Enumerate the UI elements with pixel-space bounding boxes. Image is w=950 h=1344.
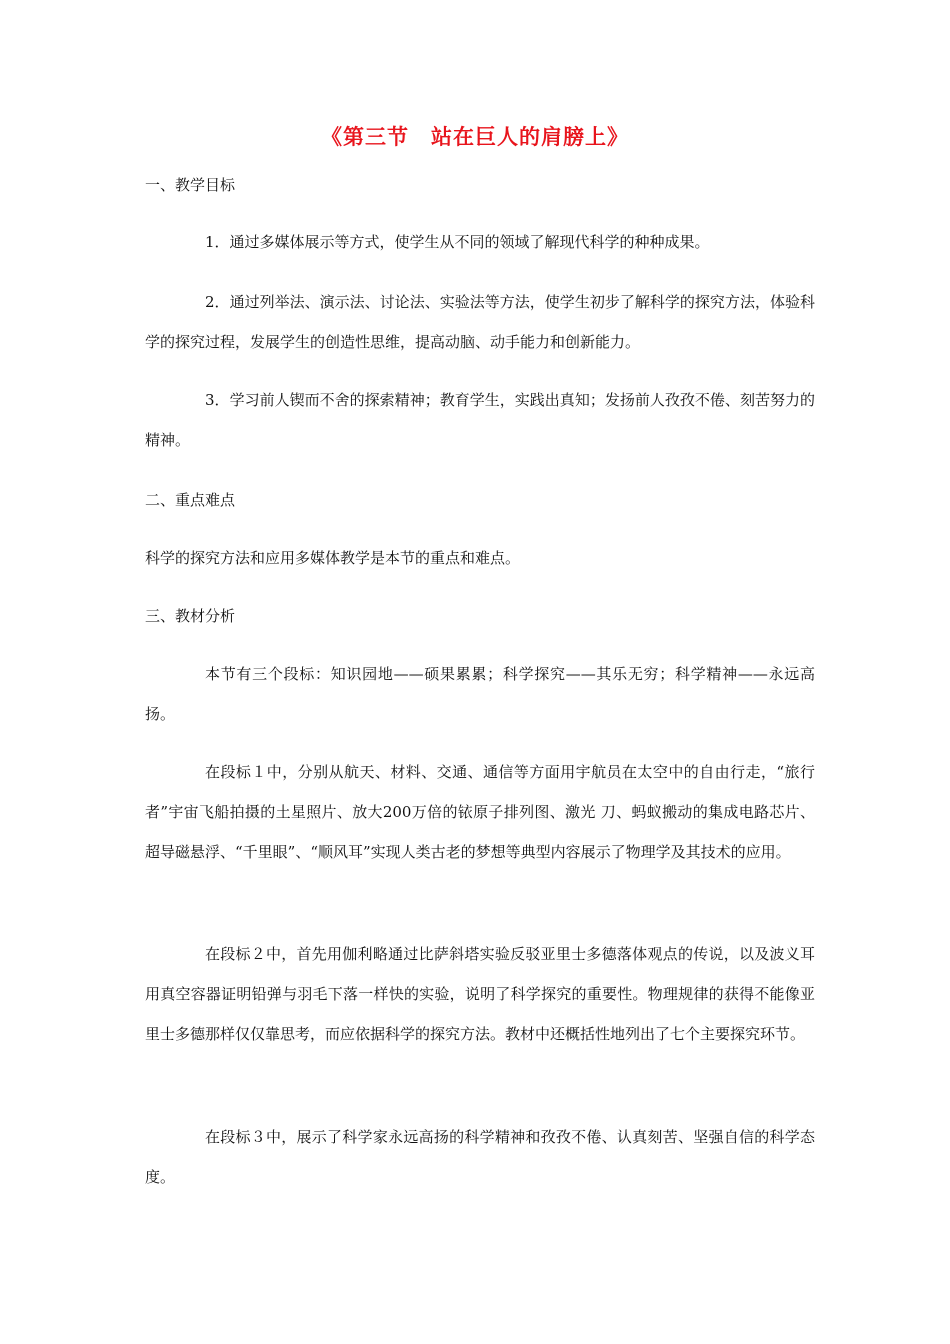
- section-heading-material-analysis: 三、教材分析: [145, 607, 236, 625]
- analysis-paragraph-1: 本节有三个段标：知识园地——硕果累累；科学探究——其乐无穷；科学精神——永远高扬。: [145, 665, 815, 723]
- section-heading-key-points: 二、重点难点: [145, 491, 236, 509]
- analysis-paragraph-2: 在段标１中，分别从航天、材料、交通、通信等方面用宇航员在太空中的自由行走，“旅行者”宇宙飞船拍摄的土星照片、放大200万倍的铱原子排列图、激光 刀、蚂蚁搬动的集成电路芯片、超导磁悬浮、“千里眼”、“顺风耳”实现人类古老的梦想等典型内容展示了物理学及其技术的应用。: [145, 763, 815, 861]
- goal-paragraph-2: 2．通过列举法、演示法、讨论法、实验法等方法，使学生初步了解科学的探究方法，体验科学的探究过程，发展学生的创造性思维，提高动脑、动手能力和创新能力。: [145, 293, 815, 351]
- key-points-paragraph: 科学的探究方法和应用多媒体教学是本节的重点和难点。: [145, 549, 521, 567]
- goal-paragraph-3: 3．学习前人锲而不舍的探索精神；教育学生，实践出真知；发扬前人孜孜不倦、刻苦努力的精神。: [145, 391, 815, 449]
- section-heading-teaching-goals: 一、教学目标: [145, 176, 236, 194]
- document-title: 《第三节 站在巨人的肩膀上》: [321, 124, 629, 149]
- analysis-paragraph-3: 在段标２中，首先用伽利略通过比萨斜塔实验反驳亚里士多德落体观点的传说，以及波义耳用真空容器证明铅弹与羽毛下落一样快的实验，说明了科学探究的重要性。物理规律的获得不能像亚里士多德那样仅仅靠思考，而应依据科学的探究方法。教材中还概括性地列出了七个主要探究环节。: [145, 945, 815, 1043]
- analysis-paragraph-4: 在段标３中，展示了科学家永远高扬的科学精神和孜孜不倦、认真刻苦、坚强自信的科学态度。: [145, 1128, 815, 1186]
- goal-paragraph-1: 1．通过多媒体展示等方式，使学生从不同的领域了解现代科学的种种成果。: [205, 233, 710, 251]
